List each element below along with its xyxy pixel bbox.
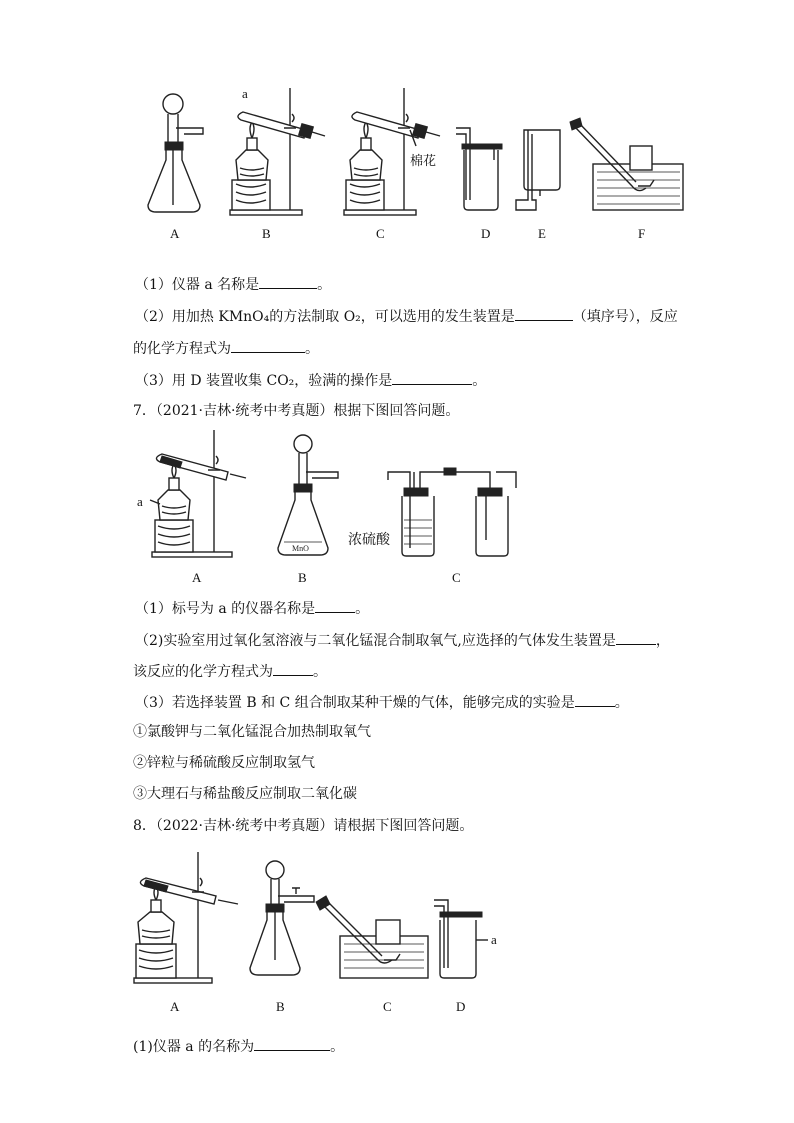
q6-part2-mid: （填序号），反应 [572,309,678,325]
q8-label-b: B [276,999,285,1014]
q6-part1-text: （1）仪器 a 名称是 [135,277,260,293]
q8-label-c: C [383,999,392,1014]
q7-label-a: A [192,570,202,585]
q7-part1 [135,598,369,618]
answer-blank[interactable] [616,630,656,645]
q7-apparatus-a [150,430,246,557]
q7-part2b [133,661,327,681]
q6-part3 [135,370,486,390]
answer-blank[interactable] [315,598,355,613]
q8-apparatus-b [250,861,314,975]
answer-blank[interactable] [515,306,573,321]
q8-heading: 8．（2022·吉林·统考中考真题）请根据下图回答问题。 [133,818,474,834]
q6-apparatus-a [148,94,203,212]
q7-option-2: ②锌粒与稀硫酸反应制取氢气 [133,755,315,771]
q7-part1-text: （1）标号为 a 的仪器名称是 [135,601,316,617]
q8-part1-end: 。 [330,1039,345,1055]
answer-blank[interactable] [231,338,305,353]
q6-label-c: C [376,226,385,241]
q6-part2 [135,306,678,326]
q7-option-1: ①氯酸钾与二氧化锰混合加热制取氧气 [133,724,371,740]
q6-part1 [135,274,331,294]
q7-part1-end: 。 [355,601,370,617]
q6-apparatus-d [456,128,502,210]
q6-label-b: B [262,226,271,241]
answer-blank[interactable] [392,370,472,385]
q8-label-a: A [170,999,180,1014]
q7-part3 [135,692,629,712]
q7-part2-text: （2)实验室用过氧化氢溶液与二氧化锰混合制取氧气,应选择的气体发生装置是 [135,633,616,649]
q6-part2b-text: 的化学方程式为 [133,341,231,357]
q6-part2b [133,338,319,358]
q8-apparatus-d [434,900,488,978]
q6-part2b-end: 。 [305,341,319,357]
svg-text:MnO: MnO [292,544,309,553]
q6-apparatus-e [516,130,560,210]
q7-heading: 7．（2021·吉林·统考中考真题）根据下图回答问题。 [133,403,460,419]
q8-apparatus-a [134,852,238,983]
q7-label-c: C [452,570,461,585]
q7-part2 [135,630,670,650]
q7-part3-end: 。 [614,695,629,711]
q7-part2b-text: 该反应的化学方程式为 [133,664,273,680]
q7-acid-label: 浓硫酸 [348,533,390,548]
q7-a-label: a [137,494,143,509]
answer-blank[interactable] [259,274,317,289]
q8-part1 [133,1036,344,1056]
q6-apparatus-f [570,118,683,210]
q6-cotton-label: 棉花 [410,153,437,168]
q7-apparatus-b [278,435,338,555]
answer-blank[interactable] [273,661,313,676]
q7-option-3: ③大理石与稀盐酸反应制取二氧化碳 [133,786,357,802]
q6-part2-text: （2）用加热 KMnO₄的方法制取 O₂，可以选用的发生装置是 [135,309,515,325]
q6-apparatus-b [230,88,325,215]
q7-apparatus-c [388,468,516,556]
q6-part3-end: 。 [472,373,487,389]
q6-label-a: A [170,226,180,241]
q8-label-d: D [456,999,466,1014]
q7-part2b-end: 。 [313,664,327,680]
q7-label-b: B [298,570,307,585]
answer-blank[interactable] [254,1036,330,1051]
q6-tube-a-label: a [242,86,248,101]
q8-a-label: a [491,932,497,947]
q6-label-f: F [638,226,646,241]
q7-part3-text: （3）若选择装置 B 和 C 组合制取某种干燥的气体，能够完成的实验是 [135,695,575,711]
q6-part3-text: （3）用 D 装置收集 CO₂，验满的操作是 [135,373,393,389]
q7-part2-end: ， [655,633,670,649]
q8-part1-text: (1)仪器 a 的名称为 [133,1039,255,1055]
q6-part1-end: 。 [317,277,332,293]
q8-apparatus-c [316,896,428,978]
q6-label-e: E [538,226,546,241]
answer-blank[interactable] [575,692,615,707]
q6-label-d: D [481,226,491,241]
